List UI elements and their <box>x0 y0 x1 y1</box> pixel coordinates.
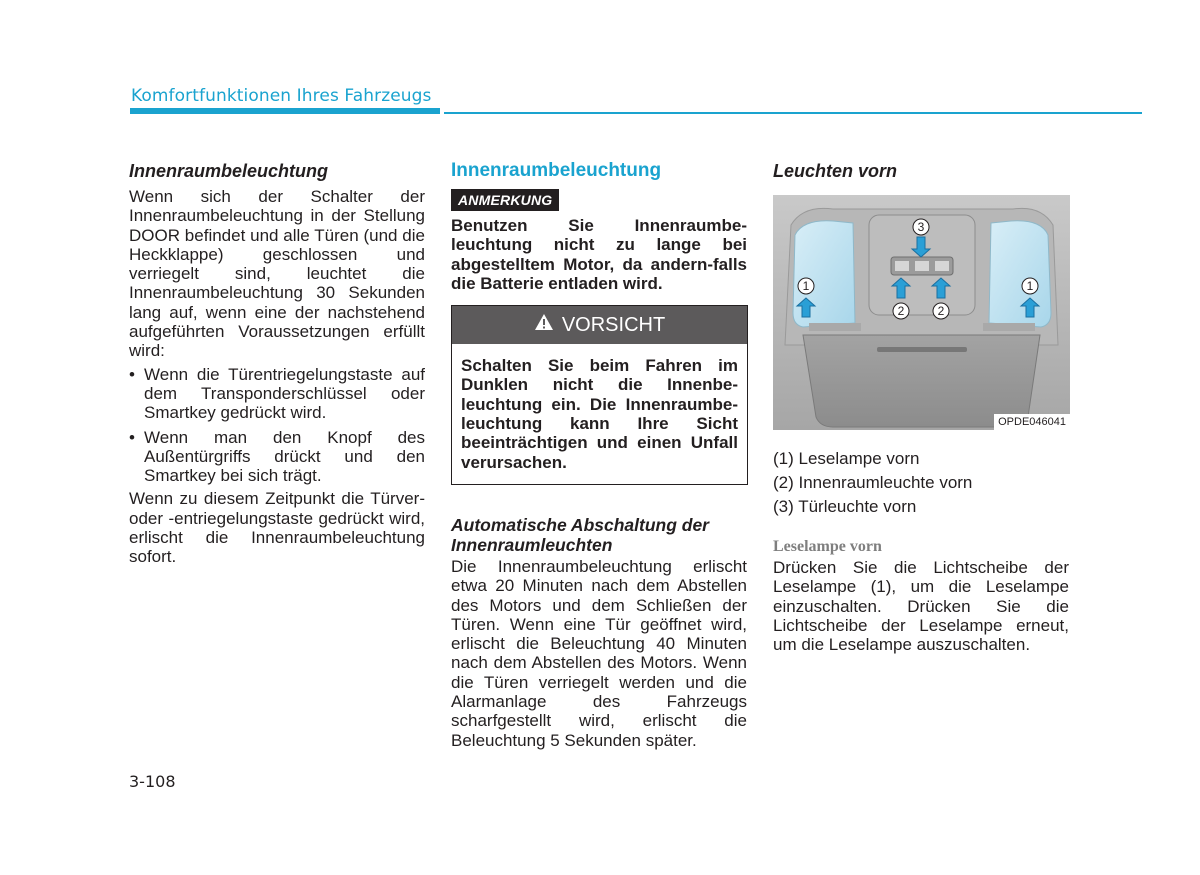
section-heading: Leuchten vorn <box>773 161 898 181</box>
sub-paragraph: Drücken Sie die Lichtscheibe der Leselampe (1), um die Leselampe einzuschalten. Drücken Sie die Lichtscheibe der Leselampe erneut, um die Leselampe auszuschalten. <box>773 558 1069 655</box>
column-middle <box>451 160 747 750</box>
column-right <box>773 160 1069 654</box>
marker-2-left: 2 <box>897 304 905 318</box>
condition-list <box>129 365 425 486</box>
figure-code: OPDE046041 <box>994 414 1070 430</box>
overhead-console-illustration <box>773 195 1070 430</box>
marker-1-right: 1 <box>1026 279 1034 293</box>
column-left <box>129 160 425 567</box>
header-rule-thick <box>130 108 440 114</box>
list-item: • Wenn die Türentriegelungstaste auf dem Transponderschlüssel oder Smartkey gedrückt wird. <box>129 365 425 423</box>
section-heading: Innenraumbeleuchtung <box>129 161 329 181</box>
legend-item: (3) Türleuchte vorn <box>773 497 917 516</box>
legend-item: (2) Innenraumleuchte vorn <box>773 473 973 492</box>
caution-body <box>452 344 747 484</box>
warning-triangle-icon <box>534 313 554 337</box>
intro-paragraph: Wenn sich der Schalter der Innenraumbeleuchtung in der Stellung DOOR befindet und alle Türen (und die Heckklappe) geschlossen und verriegelt sind, leuchtet die Innenraumbeleuchtung 30 Sekunden lang auf, wenn eine der nachstehend aufgeführten Voraussetzungen erfüllt wird: <box>129 187 425 361</box>
figure-legend <box>773 449 1069 516</box>
sub-heading: Automatische Abschaltung der Innenraumleuchten <box>451 514 709 555</box>
header-rule-thin <box>444 112 1142 114</box>
marker-1-left: 1 <box>802 279 810 293</box>
marker-3: 3 <box>917 220 925 234</box>
note-text: Benutzen Sie Innenraumbe-leuchtung nicht zu lange bei abgestelltem Motor, da andern-falls die Batterie entladen wird. <box>451 216 747 293</box>
note-badge: ANMERKUNG <box>451 189 559 211</box>
list-item: • Wenn man den Knopf des Außentürgriffs drückt und den Smartkey bei sich trägt. <box>129 428 425 486</box>
sub-heading: Leselampe vorn <box>773 538 882 555</box>
legend-item: (1) Leselampe vorn <box>773 449 920 468</box>
running-header: Komfortfunktionen Ihres Fahrzeugs <box>131 86 432 106</box>
outro-paragraph: Wenn zu diesem Zeitpunkt die Türver- oder -entriegelungstaste gedrückt wird, erlischt die Innenraumbeleuchtung sofort. <box>129 489 425 567</box>
page-number: 3-108 <box>129 772 176 791</box>
caution-title: VORSICHT <box>561 313 666 336</box>
sub-paragraph: Die Innenraumbeleuchtung erlischt etwa 20 Minuten nach dem Abstellen des Motors und dem Schließen der Türen. Wenn eine Tür geöffnet wird, erlischt die Beleuchtung 40 Minuten nach dem Abstellen des Motors. Wenn die Türen verriegelt werden und die Alarmanlage des Fahrzeugs scharfgestellt wird, erlischt die Beleuchtung 5 Sekunden später. <box>451 556 747 750</box>
caution-header <box>452 306 747 344</box>
marker-2-right: 2 <box>937 304 945 318</box>
overhead-console-figure <box>773 195 1070 430</box>
section-heading-blue: Innenraumbeleuchtung <box>451 160 662 181</box>
caution-box <box>451 305 748 485</box>
caution-text: Schalten Sie beim Fahren im Dunklen nicht die Innenbe-leuchtung ein. Die Innenraumbe-leuchtung kann Ihre Sicht beeinträchtigen und einen Unfall verursachen. <box>461 356 738 472</box>
